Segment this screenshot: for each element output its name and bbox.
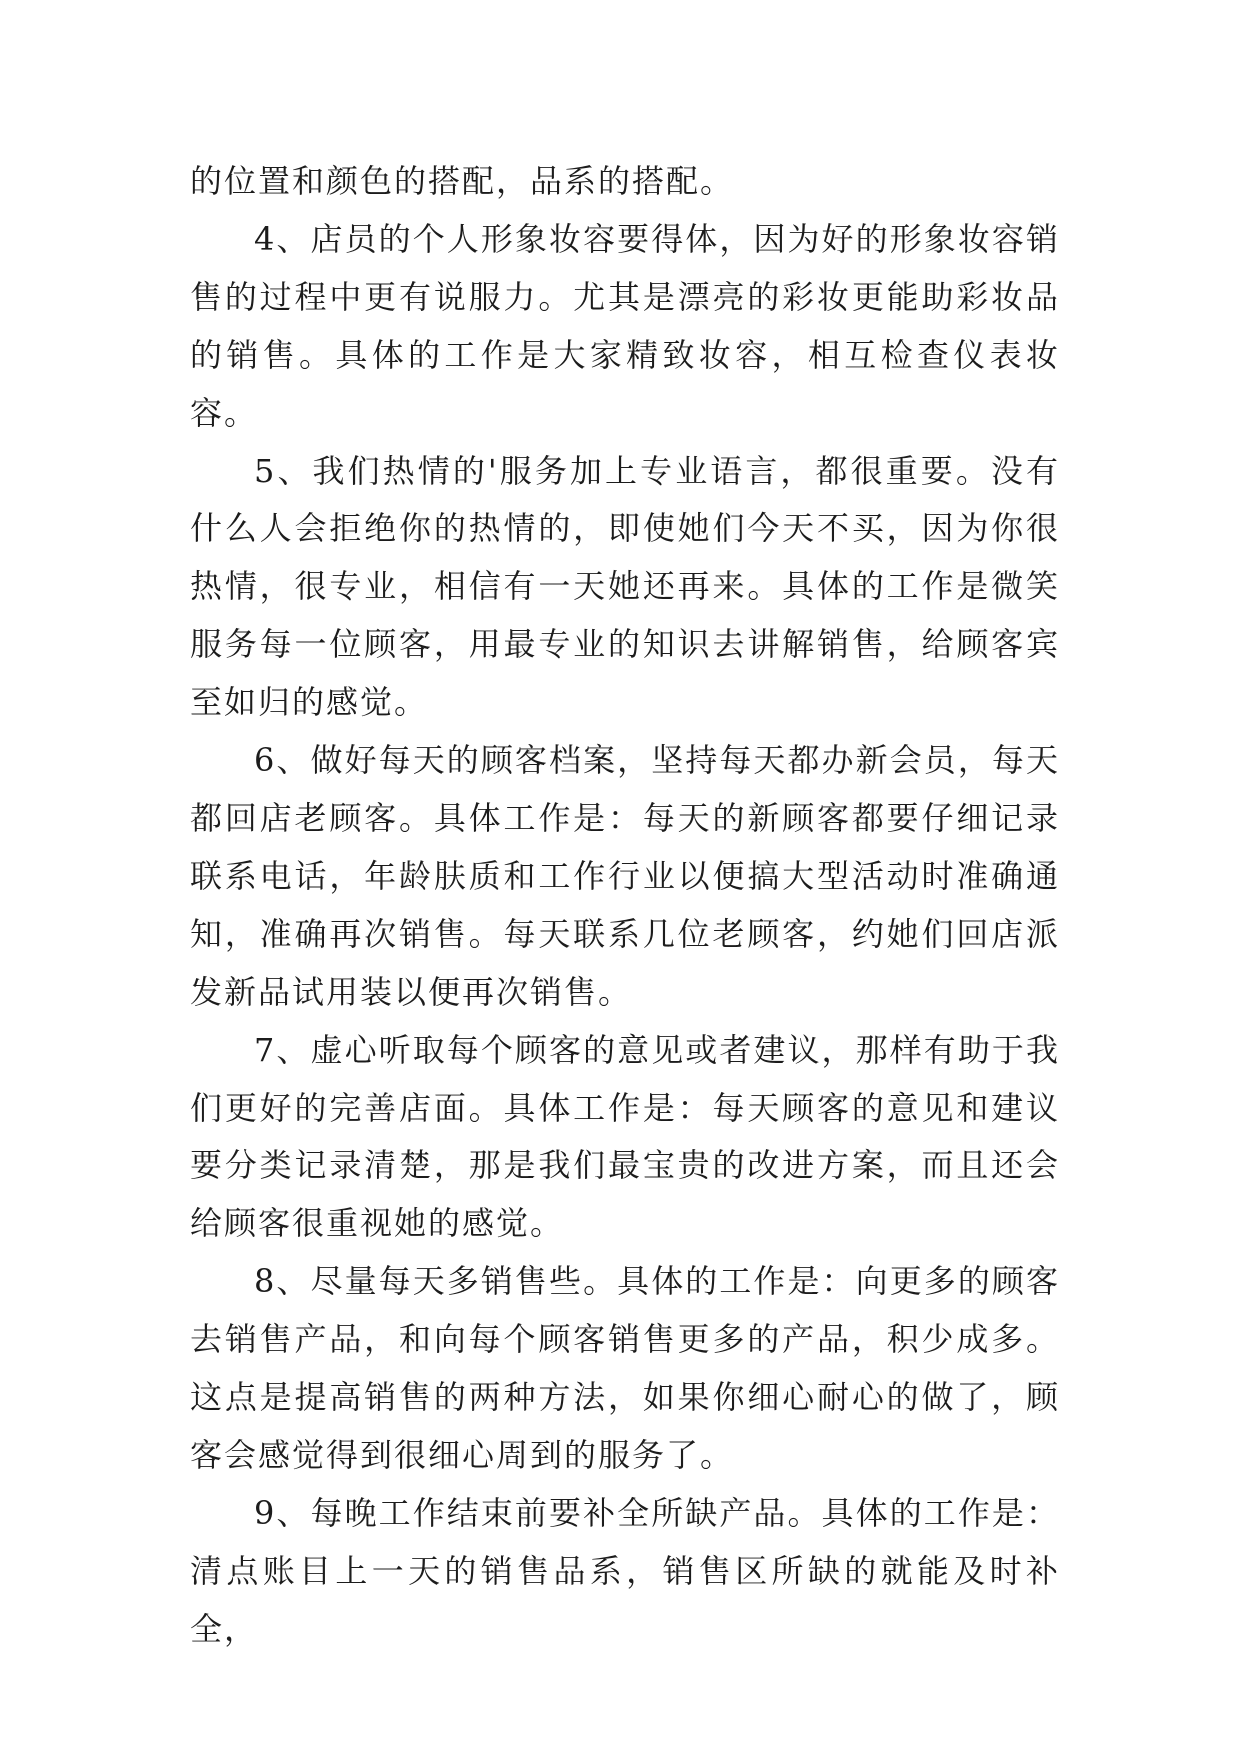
paragraph-item-9: 9、每晚工作结束前要补全所缺产品。具体的工作是：清点账目上一天的销售品系，销售区所缺的就能及时补全， bbox=[190, 1493, 1060, 1648]
paragraph-item-5: 5、我们热情的'服务加上专业语言，都很重要。没有什么人会拒绝你的热情的，即使她们今天不买，因为你很热情，很专业，相信有一天她还再来。具体的工作是微笑服务每一位顾客，用最专业的知识去讲解销售，给顾客宾至如归的感觉。 bbox=[190, 451, 1060, 722]
paragraph-item-7: 7、虚心听取每个顾客的意见或者建议，那样有助于我们更好的完善店面。具体工作是：每天顾客的意见和建议要分类记录清楚，那是我们最宝贵的改进方案，而且还会给顾客很重视她的感觉。 bbox=[190, 1030, 1060, 1243]
paragraph-item-4: 4、店员的个人形象妆容要得体，因为好的形象妆容销售的过程中更有说服力。尤其是漂亮的彩妆更能助彩妆品的销售。具体的工作是大家精致妆容，相互检查仪表妆容。 bbox=[190, 219, 1060, 432]
paragraph-continuation: 的位置和颜色的搭配，品系的搭配。 bbox=[190, 162, 735, 200]
paragraph-item-6: 6、做好每天的顾客档案，坚持每天都办新会员，每天都回店老顾客。具体工作是：每天的新顾客都要仔细记录联系电话，年龄肤质和工作行业以便搞大型活动时准确通知，准确再次销售。每天联系几位老顾客，约她们回店派发新品试用装以便再次销售。 bbox=[190, 741, 1060, 1011]
paragraph-item-8: 8、尽量每天多销售些。具体的工作是：向更多的顾客去销售产品，和向每个顾客销售更多的产品，积少成多。这点是提高销售的两种方法，如果你细心耐心的做了，顾客会感觉得到很细心周到的服务了。 bbox=[190, 1262, 1060, 1474]
document-body bbox=[190, 153, 1060, 1659]
